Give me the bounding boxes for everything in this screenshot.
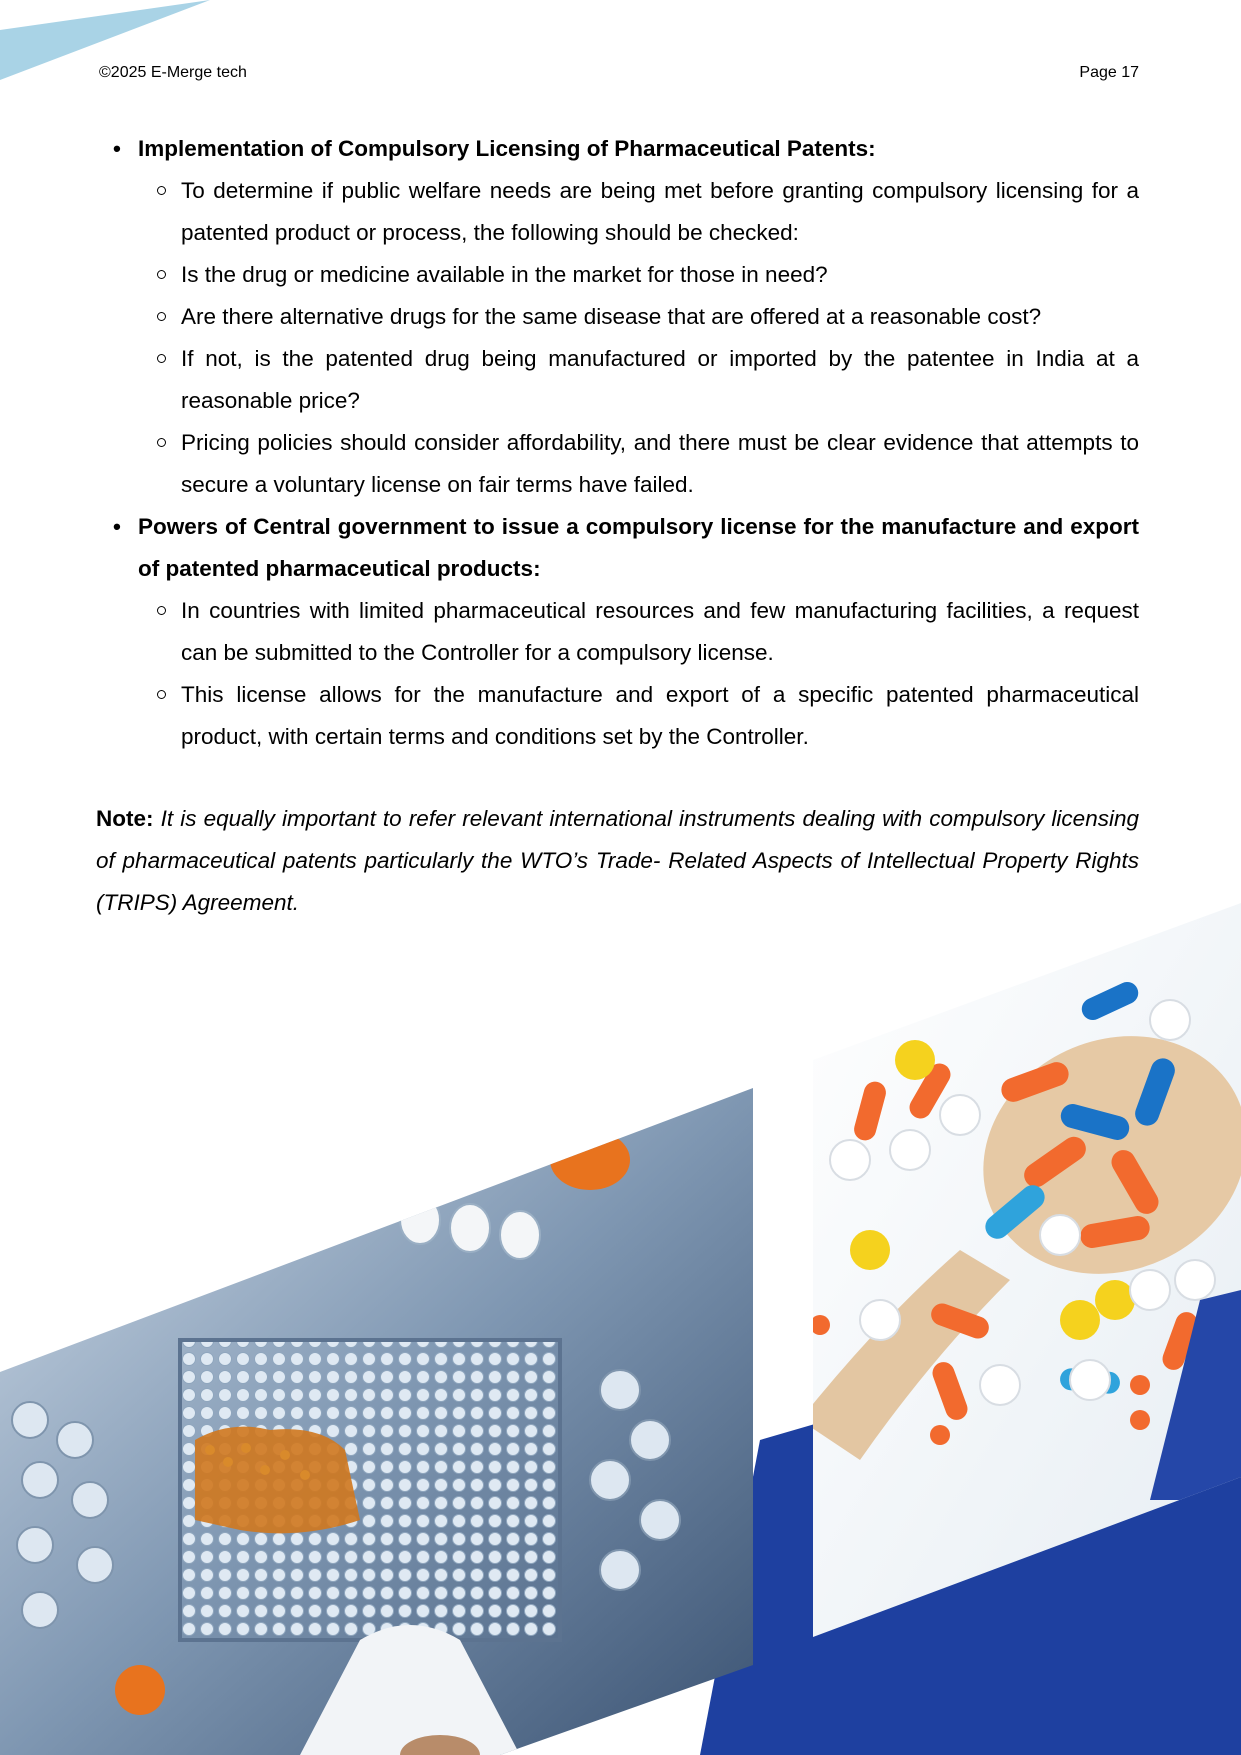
circle-bullet-icon [157, 312, 166, 321]
note-label: Note: [96, 806, 154, 831]
circle-bullet-icon [157, 438, 166, 447]
circle-bullet-icon [157, 270, 166, 279]
circle-bullet-icon [157, 354, 166, 363]
list-item: Pricing policies should consider affordability, and there must be clear evidence that attempts to secure a voluntary license on fair terms have failed. [96, 422, 1139, 506]
bullet-icon: • [113, 514, 121, 539]
circle-bullet-icon [157, 690, 166, 699]
lab-tray-photo [0, 1080, 760, 1755]
list-item: In countries with limited pharmaceutical resources and few manufacturing facilities, a request can be submitted to the Controller for a compulsory license. [96, 590, 1139, 674]
pharma-illustration [0, 880, 1241, 1755]
section-title: Powers of Central government to issue a compulsory license for the manufacture and export of patented pharmaceutical products: [138, 514, 1139, 581]
list-item: This license allows for the manufacture and export of a specific patented pharmaceutical product, with certain terms and conditions set by the Controller. [96, 674, 1139, 758]
note-text: It is equally important to refer relevant international instruments dealing with compulsory licensing of pharmaceutical patents particularly the WTO’s Trade- Related Aspects of Intellectual Property Rights (TRIPS) Agreement. [96, 806, 1139, 915]
section-list [96, 128, 1139, 758]
list-item: Are there alternative drugs for the same disease that are offered at a reasonable cost? [96, 296, 1139, 338]
section-central-government-powers [96, 506, 1139, 590]
corner-stripe-decoration [0, 0, 1241, 120]
bullet-icon: • [113, 136, 121, 161]
circle-bullet-icon [157, 606, 166, 615]
section-title: Implementation of Compulsory Licensing of Pharmaceutical Patents: [138, 136, 876, 161]
circle-bullet-icon [157, 186, 166, 195]
copyright-text: ©2025 E-Merge tech [99, 64, 247, 81]
page-content [96, 128, 1139, 947]
list-item: Is the drug or medicine available in the market for those in need? [96, 254, 1139, 296]
page-number: Page 17 [1079, 64, 1139, 81]
list-item: To determine if public welfare needs are being met before granting compulsory licensing for a patented product or process, the following should be checked: [96, 170, 1139, 254]
list-item: If not, is the patented drug being manufactured or imported by the patentee in India at a reasonable price? [96, 338, 1139, 422]
section-compulsory-licensing [96, 128, 1139, 170]
